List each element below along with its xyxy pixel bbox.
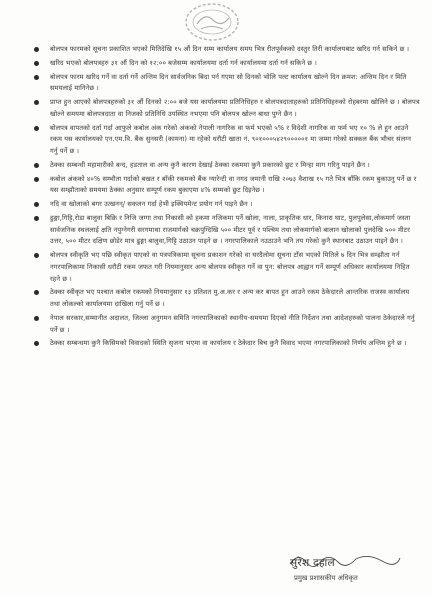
list-item-text: खरिद भएको बोलपत्रहरु ३१ औं दिन को १२:०० बजेसम्म कार्यालयमा दर्ता गर्न कार्यालयमा दर्ता गर्न सकिने छ । xyxy=(50,58,317,67)
bullet-icon xyxy=(34,341,39,346)
signatory-name: सुरेश दहाल xyxy=(290,557,335,569)
bullet-icon xyxy=(34,316,39,321)
list-item-text: ठेक्का सम्बन्धी महामारीको बन्द, हडताल वा अन्य कुनै कारण देखाई ठेक्का रकममा कुनै प्रकारको छुट र मिन्हा माग गरिनु पाइने छैन । xyxy=(50,160,370,169)
list-item xyxy=(28,213,420,248)
bullet-icon xyxy=(34,126,39,131)
bullet-icon xyxy=(34,177,39,182)
terms-list xyxy=(28,44,420,352)
list-item xyxy=(28,123,420,158)
list-item xyxy=(28,287,420,310)
list-item xyxy=(28,58,420,70)
list-item xyxy=(28,97,420,120)
list-item-text: नेपाल सरकार,सम्मानीत अदालत, जिल्ला अनुगमन समिति नगरपालिकाको स्थानीय-समयमा दिएको नीति निर्देशन तथा आदेशहरुको पालना ठेकेदारले गर्नु पर्ने छ । xyxy=(50,313,415,334)
bullet-icon xyxy=(34,61,39,66)
bullet-icon xyxy=(34,253,39,258)
list-item xyxy=(28,313,420,336)
list-item-text: नदि वा खोलाको बगर उत्खनन्/ सकलन गर्दा हेभी इक्विपमेन्ट प्रयोग गर्न पाइने छैन । xyxy=(50,200,253,209)
list-item xyxy=(28,250,420,285)
list-item xyxy=(28,199,420,211)
bullet-icon xyxy=(34,163,39,168)
list-item-text: ढुङ्गा,गिट्टि,रोडा बालुवा बिक्रि र निजि जग्गा तथा निकासी को हकमा नजिकमा पर्ने खोला, नाला, प्राकृतिक धार, किनारा घाट, पुलपुलेसा,लोकमार्ग जस्ता सार्वजनिक स्थललाई क्षति नपुग्नेगरी सरगमाथा राजमार्गको चक्रपुग्दिखि ५०० मीटर पूर्व र पश्चिम तथा लोकमार्गको बालान खोलाको पुलदेखि ५०० मीटर उत्तर, ५०० मीटर दक्षिण छोडेर मात्र ढुङ्गा बालुवा,गिट्टि उठाउन पाइने छ । नगरपालिकाले नउठाउने भनि तय गरेको कुनै स्थानबाट उठाउन पाइने छैन । xyxy=(50,213,411,246)
list-item-text: ठेक्का सम्बन्धमा कुनै किसिमको विवादको स्थिति सृजना भएमा वा कार्यालय र ठेकेदार बिच कुनै विवाद भएमा नगरपालिकाको निर्णय अन्तिम हुने छ । xyxy=(50,339,407,348)
bullet-icon xyxy=(34,47,39,52)
bullet-icon xyxy=(34,75,39,80)
list-item xyxy=(28,44,420,56)
list-item xyxy=(28,174,420,197)
bullet-icon xyxy=(34,290,39,295)
list-item-text: प्राप्त हुन आएको बोलपत्रहरुको ३१ औं दिनको २:०० बजे यस कार्यालयमा प्रतिनिधिहरु र बोलपत्रदाताहरुको प्रतिनिधिहरुको रोहबरमा खोलिने छ । बोलपत्र खोल्ने समयमा बोलपत्रदाता वा निजको प्रतिनिधि उपस्थित नभएमा पनि बोलपत्र खोल्न बाधा पुग्ने छैन । xyxy=(50,98,420,118)
signature-block xyxy=(286,554,416,594)
list-item-text: बोलपत्र वापतको दर्ता गर्दा आफुले कबोल अंक गरेको अंकको नेपाली नागरिक वा फर्म भएको ५% र विदेशी नागरिक वा फर्म भए १० % ले हुन आउने रकम यस कार्यालयको एन.एम.वि. बैंक सुनसरी (कामना) मा रहेको धरौटी खाता नं. ९०१०००५४२९०००००१ मा जम्मा गरेको सक्कल बैंक भौचर संलग्न गर्नु पर्ने छ । xyxy=(50,123,411,155)
list-item-text: बोलपत्र स्वीकृति भए पछि स्वीकृत पाएको वा पत्रपत्रिकामा सूचना प्रकाशन गरेको वा घरदैलोमा सूचना टाँस भएको मितिले ७ दिन भित्र सम्झौता गर्न नगरपालिकामा निकासी धरौटी रकम जफत गरी नियमानुसार अन्य बोलपत्र स्वीकृत गर्ने वा पुन: बोलपत्र आह्वान गर्ने सम्पूर्ण अधिकार कार्यालयमा निहित रहने छ । xyxy=(50,251,410,283)
list-item-text: बोलपत्र फारमको सूचना प्रकाशित भएको मितिदेखि १५ औं दिन सम्म कार्यालय समय भित्र रीतपूर्वकको दस्तुर तिरी कार्यालयबाट खरिद गर्न सकिने छ । xyxy=(50,45,410,53)
list-item-text: ठेक्का स्वीकृत भए पश्चात कबोल रकमको नियमानुसार १३ प्रतिशत मु.अ.कर र अन्य कर बापत हुन आउने रकम ठेकेदारले आन्तरिक राजस्व कार्यालय तथा लोकल्को कार्यालयमा दाखिला गर्नु पर्ने छ । xyxy=(50,288,410,308)
list-item xyxy=(28,72,420,95)
list-item-text: कबोल अंकको ४०% सम्भौता गर्दाको बखत र बाँकी रकमको बैंक ग्यारेन्टी वा नगद जमानी राखि २०७३ वैशाख १५ गते भित्र बाँकि रकम बुकाउनु पर्ने छ र यस सम्झौताको समयमा ठेक्का अनुसार सम्पूर्ण रकम बुकाएमा ४% सम्मको छुट दिइनेछ । xyxy=(50,174,417,195)
office-seal xyxy=(183,2,241,42)
bullet-icon xyxy=(34,100,39,105)
bullet-icon xyxy=(34,216,39,221)
list-item xyxy=(28,160,420,172)
list-item xyxy=(28,338,420,350)
bullet-icon xyxy=(34,202,39,207)
signatory-title: प्रमुख प्रशासकीय अधिकृत xyxy=(294,574,358,582)
list-item-text: बोलपत्र फारम खरिद गर्ने वा दर्ता गर्ने अन्तिम दिन सार्वजनिक बिदा पर्न गएमा सो दिनको भोलि पल्ट कार्यालय खोल्ने दिन क्रमश: अन्तिम दिन र मिति समयलाई मानिनेछ । xyxy=(50,72,407,93)
